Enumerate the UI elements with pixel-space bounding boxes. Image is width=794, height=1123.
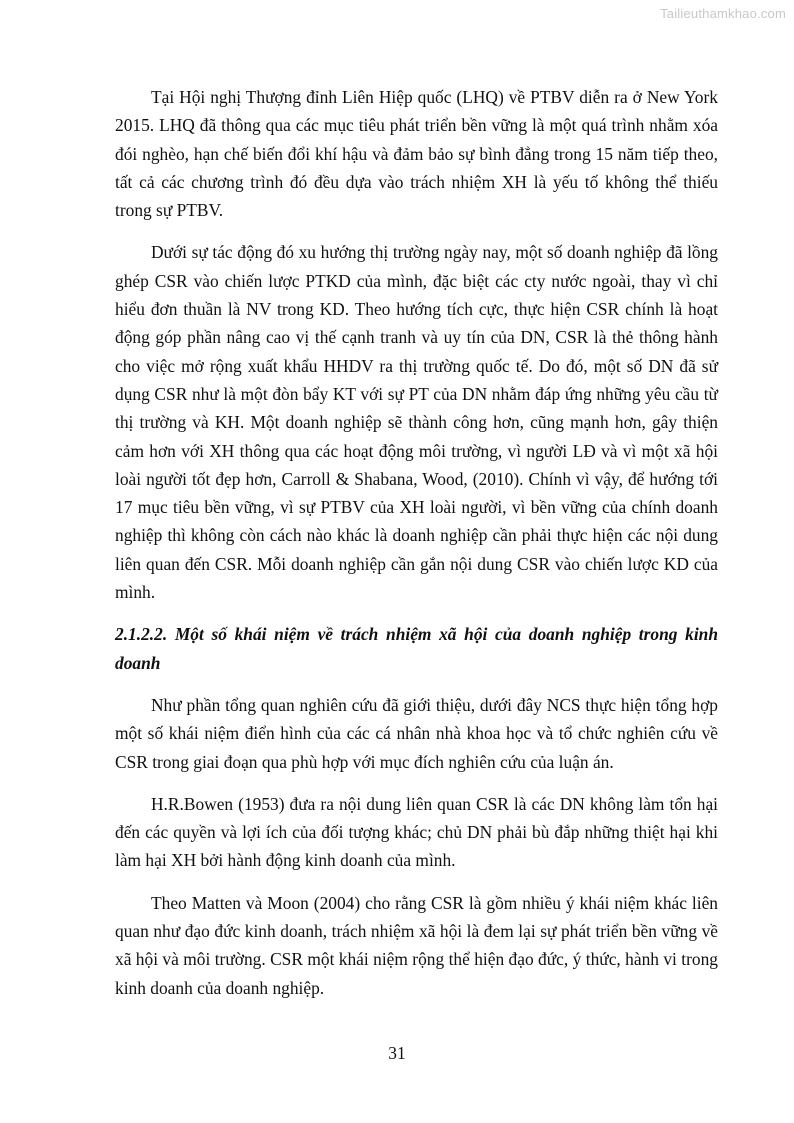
page-number: 31: [388, 1043, 406, 1063]
paragraph-ldq-summit: Tại Hội nghị Thượng đỉnh Liên Hiệp quốc (LHQ) về PTBV diễn ra ở New York 2015. LHQ đã thông qua các mục tiêu phát triển bền vững là một quá trình nhằm xóa đói nghèo, hạn chế biến đổi khí hậu và đảm bảo sự bình đẳng trong 15 năm tiếp theo, tất cả các chương trình đó đều dựa vào trách nhiệm XH là yếu tố không thể thiếu trong sự PTBV.: [115, 87, 718, 221]
paragraph-overview: Như phần tổng quan nghiên cứu đã giới thiệu, dưới đây NCS thực hiện tổng hợp một số khái niệm điển hình của các cá nhân nhà khoa học và tổ chức nghiên cứu về CSR trong giai đoạn qua phù hợp với mục đích nghiên cứu của luận án.: [115, 694, 718, 772]
paragraph-matten-moon: Theo Matten và Moon (2004) cho rằng CSR là gồm nhiều ý khái niệm khác liên quan như đạo đức kinh doanh, trách nhiệm xã hội là đem lại sự phát triển bền vững về xã hội và môi trường. CSR một khái niệm rộng thể hiện đạo đức, ý thức, hành vi trong kinh doanh của doanh nghiệp.: [115, 892, 718, 998]
paragraph-bowen: H.R.Bowen (1953) đưa ra nội dung liên quan CSR là các DN không làm tổn hại đến các quyền và lợi ích của đối tượng khác; chủ DN phải bù đắp những thiệt hại khi làm hại XH bởi hành động kinh doanh của mình.: [115, 793, 718, 871]
document-body: [115, 83, 718, 1016]
paragraph-market-trend: Dưới sự tác động đó xu hướng thị trường ngày nay, một số doanh nghiệp đã lồng ghép CSR vào chiến lược PTKD của mình, đặc biệt các cty nước ngoài, thay vì chỉ hiểu đơn thuần là NV trong KD. Theo hướng tích cực, thực hiện CSR chính là hoạt động góp phần nâng cao vị thế cạnh tranh và uy tín của DN, CSR là thẻ thông hành cho việc mở rộng xuất khẩu HHDV ra thị trường quốc tế. Do đó, một số DN đã sử dụng CSR như là một đòn bẩy KT với sự PT của DN nhằm đáp ứng những yêu cầu từ thị trường và KH. Một doanh nghiệp sẽ thành công hơn, cũng mạnh hơn, gây thiện cảm hơn với XH thông qua các hoạt động môi trường, vì người LĐ và vì một xã hội loài người tốt đẹp hơn, Carroll & Shabana, Wood, (2010). Chính vì vậy, để hướng tới 17 mục tiêu bền vững, vì sự PTBV của XH loài người, vì bền vững của chính doanh nghiệp thì không còn cách nào khác là doanh nghiệp cần phải thực hiện các nội dung liên quan đến CSR. Mỗi doanh nghiệp cần gắn nội dung CSR vào chiến lược KD của mình.: [115, 242, 718, 603]
section-heading: 2.1.2.2. Một số khái niệm về trách nhiệm xã hội của doanh nghiệp trong kinh doanh: [115, 624, 718, 673]
watermark-text: Tailieuthamkhao.com: [660, 6, 786, 21]
